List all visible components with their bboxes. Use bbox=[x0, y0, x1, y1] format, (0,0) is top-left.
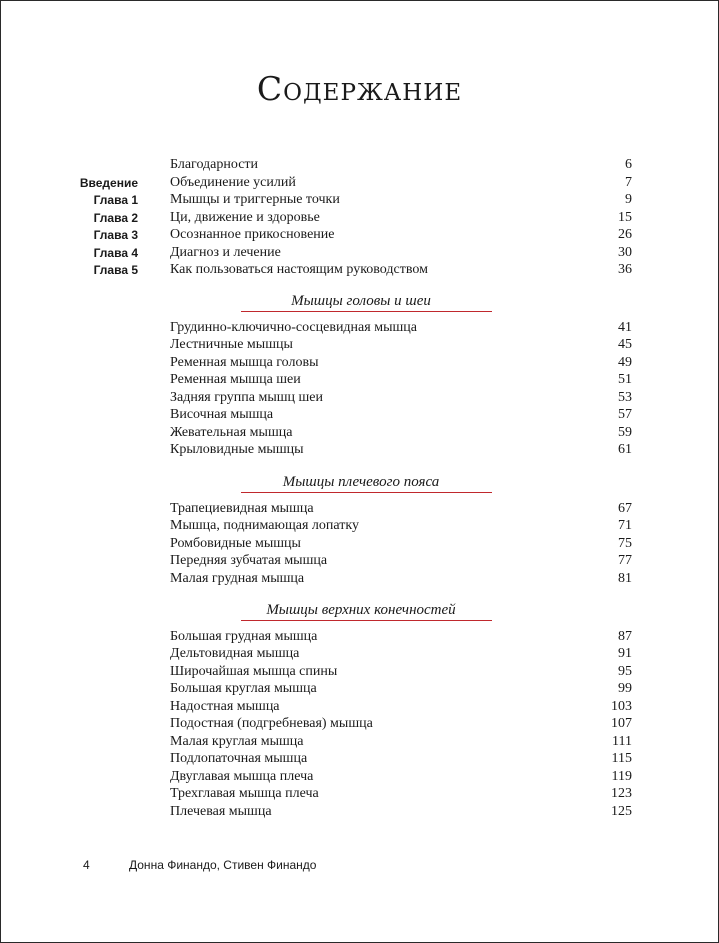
entry-title: Объединение усилий bbox=[170, 175, 296, 190]
section-title: Мышцы головы и шеи bbox=[291, 293, 431, 309]
page-number: 103 bbox=[611, 699, 632, 714]
entry-title: Лестничные мышцы bbox=[170, 337, 293, 352]
entry-title: Подлопаточная мышца bbox=[170, 751, 308, 766]
page-number: 91 bbox=[618, 646, 632, 661]
page-number: 119 bbox=[611, 769, 632, 784]
section-heading bbox=[1, 601, 719, 625]
toc-entry[interactable] bbox=[1, 500, 719, 518]
page-number: 49 bbox=[618, 355, 632, 370]
section-title: Мышцы верхних конечностей bbox=[266, 602, 456, 618]
toc-entry[interactable] bbox=[1, 750, 719, 768]
page-number: 75 bbox=[618, 536, 632, 551]
page-number: 57 bbox=[618, 407, 632, 422]
entry-title: Дельтовидная мышца bbox=[170, 646, 300, 661]
toc-entry[interactable] bbox=[1, 336, 719, 354]
footer-page-number: 4 bbox=[83, 858, 90, 872]
page-number: 45 bbox=[618, 337, 632, 352]
chapter-label: Глава 1 bbox=[93, 193, 138, 207]
page-number: 115 bbox=[611, 751, 632, 766]
section-heading bbox=[1, 292, 719, 316]
chapter-label: Глава 4 bbox=[93, 246, 138, 260]
entry-title: Височная мышца bbox=[170, 407, 274, 422]
entry-title: Мышца, поднимающая лопатку bbox=[170, 518, 359, 533]
page-number: 71 bbox=[618, 518, 632, 533]
entry-title: Осознанное прикосновение bbox=[170, 227, 335, 242]
page-number: 7 bbox=[625, 175, 632, 190]
entry-title: Диагноз и лечение bbox=[170, 245, 281, 260]
entry-title: Ромбовидные мышцы bbox=[170, 536, 301, 551]
toc-entry[interactable] bbox=[1, 570, 719, 588]
entry-title: Как пользоваться настоящим руководством bbox=[170, 262, 428, 277]
toc-entry[interactable] bbox=[1, 698, 719, 716]
entry-title: Грудинно-ключично-сосцевидная мышца bbox=[170, 320, 417, 335]
footer-authors: Донна Финандо, Стивен Финандо bbox=[129, 858, 317, 872]
toc-entry[interactable] bbox=[1, 319, 719, 337]
entry-title: Трехглавая мышца плеча bbox=[170, 786, 319, 801]
entry-title: Малая круглая мышца bbox=[170, 734, 304, 749]
page-number: 67 bbox=[618, 501, 632, 516]
page-number: 15 bbox=[618, 210, 632, 225]
toc-entry[interactable] bbox=[1, 785, 719, 803]
chapter-label: Введение bbox=[79, 176, 138, 190]
toc-entry[interactable] bbox=[1, 244, 719, 262]
toc-entry[interactable] bbox=[1, 174, 719, 192]
entry-title: Широчайшая мышца спины bbox=[170, 664, 338, 679]
toc-entry[interactable] bbox=[1, 354, 719, 372]
toc-entry[interactable] bbox=[1, 645, 719, 663]
page-number: 41 bbox=[618, 320, 632, 335]
entry-title: Ременная мышца головы bbox=[170, 355, 319, 370]
toc-entry[interactable] bbox=[1, 406, 719, 424]
chapter-label: Глава 2 bbox=[93, 211, 138, 225]
section-divider bbox=[241, 492, 492, 493]
toc-entry[interactable] bbox=[1, 424, 719, 442]
toc-entry[interactable] bbox=[1, 803, 719, 821]
page-number: 36 bbox=[618, 262, 632, 277]
page-number: 30 bbox=[618, 245, 632, 260]
page-number: 59 bbox=[618, 425, 632, 440]
entry-title: Задняя группа мышц шеи bbox=[170, 390, 324, 405]
toc-entry[interactable] bbox=[1, 552, 719, 570]
toc-entry[interactable] bbox=[1, 768, 719, 786]
page-number: 26 bbox=[618, 227, 632, 242]
entry-title: Подостная (подгребневая) мышца bbox=[170, 716, 373, 731]
entry-title: Плечевая мышца bbox=[170, 804, 272, 819]
toc-entry[interactable] bbox=[1, 517, 719, 535]
page-number: 87 bbox=[618, 629, 632, 644]
page-number: 53 bbox=[618, 390, 632, 405]
section-heading bbox=[1, 473, 719, 497]
chapter-label: Глава 5 bbox=[93, 263, 138, 277]
entry-title: Передняя зубчатая мышца bbox=[170, 553, 328, 568]
toc-entry[interactable] bbox=[1, 371, 719, 389]
page-number: 95 bbox=[618, 664, 632, 679]
page-number: 51 bbox=[618, 372, 632, 387]
toc-entry[interactable] bbox=[1, 628, 719, 646]
page-number: 111 bbox=[612, 734, 632, 749]
entry-title: Ци, движение и здоровье bbox=[170, 210, 320, 225]
page-number: 6 bbox=[625, 157, 632, 172]
toc-entry[interactable] bbox=[1, 733, 719, 751]
entry-title: Жевательная мышца bbox=[170, 425, 293, 440]
entry-title: Большая круглая мышца bbox=[170, 681, 317, 696]
entry-title: Крыловидные мышцы bbox=[170, 442, 304, 457]
toc-entry[interactable] bbox=[1, 156, 719, 174]
toc-entry[interactable] bbox=[1, 209, 719, 227]
page-number: 61 bbox=[618, 442, 632, 457]
chapter-label: Глава 3 bbox=[93, 228, 138, 242]
page-title: Содержание bbox=[256, 69, 463, 108]
toc-entry[interactable] bbox=[1, 389, 719, 407]
toc-entry[interactable] bbox=[1, 191, 719, 209]
section-divider bbox=[241, 311, 492, 312]
entry-title: Ременная мышца шеи bbox=[170, 372, 301, 387]
toc-entry[interactable] bbox=[1, 226, 719, 244]
page-number: 99 bbox=[618, 681, 632, 696]
toc-entry[interactable] bbox=[1, 715, 719, 733]
entry-title: Благодарности bbox=[170, 157, 259, 172]
toc-entry[interactable] bbox=[1, 261, 719, 279]
toc-entry[interactable] bbox=[1, 535, 719, 553]
page-number: 81 bbox=[618, 571, 632, 586]
page-number: 125 bbox=[611, 804, 632, 819]
entry-title: Надостная мышца bbox=[170, 699, 280, 714]
entry-title: Двуглавая мышца плеча bbox=[170, 769, 314, 784]
section-title: Мышцы плечевого пояса bbox=[282, 474, 440, 490]
page-number: 107 bbox=[611, 716, 632, 731]
page-number: 123 bbox=[611, 786, 632, 801]
page-number: 77 bbox=[618, 553, 632, 568]
entry-title: Мышцы и триггерные точки bbox=[170, 192, 340, 207]
entry-title: Трапециевидная мышца bbox=[170, 501, 314, 516]
toc-entry[interactable] bbox=[1, 680, 719, 698]
toc-entry[interactable] bbox=[1, 441, 719, 459]
entry-title: Малая грудная мышца bbox=[170, 571, 305, 586]
section-divider bbox=[241, 620, 492, 621]
page-number: 9 bbox=[625, 192, 632, 207]
entry-title: Большая грудная мышца bbox=[170, 629, 318, 644]
toc-entry[interactable] bbox=[1, 663, 719, 681]
